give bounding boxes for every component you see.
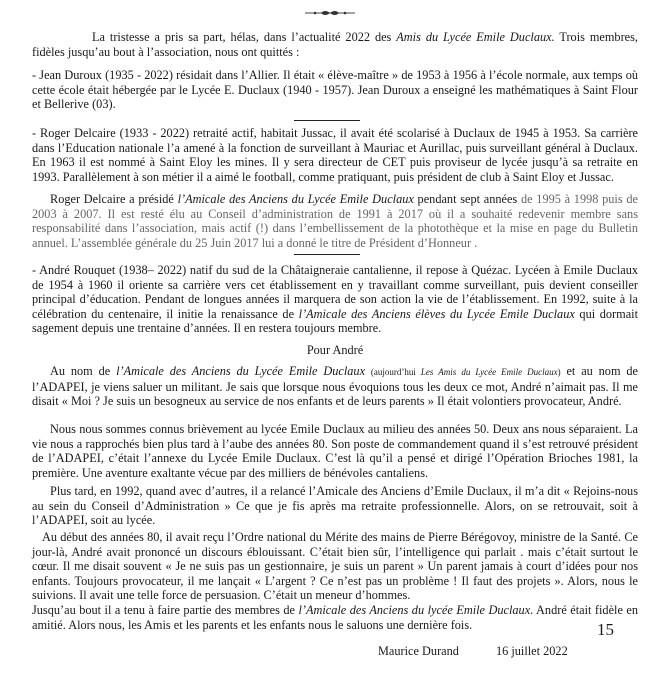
tribute-paragraph-3: Plus tard, en 1992, quand avec d’autres, il a relancé l’Amicale des Anciens d’Emile Duclaux, il m’a dit « Rejoins-nous au sein du Conseil d’Administration » Ce que je fis après ma retraite professionnelle. Alors, on se retrouvait, soit à l’ADAPEI, soit au lycée.	[32, 484, 638, 528]
signature-date: 16 juillet 2022	[496, 644, 568, 658]
tribute-paragraph-4: Au début des années 80, il avait reçu l’Ordre national du Mérite des mains de Pierre Bérégovoy, ministre de la Santé. Ce jour-là, André avait prononcé un discours éblouissant. C’était bien sûr, l’intelligence qui parlait . mais c’était surtout le cœur. Il me disait souvent « Je ne suis pas un gestionnaire, je suis un parent » Un parent jamais à court d’idées pour nos enfants. Toujours provocateur, il me lançait « L’argent ? Ce n’est pas un problème ! Il faut des projets ». Alors, nous le suivions. Il avait une telle force de persuasion. C’était un meneur d’hommes.	[32, 530, 638, 603]
separator-rule	[294, 254, 360, 255]
tribute-paragraph-5: Jusqu’au bout il a tenu à faire partie des membres de l’Amicale des Anciens du lycée Emile Duclaux. André était fidèle en amitié. Alors nous, les Amis et les parents et les enfants nous le saluons une dernière fois.	[32, 603, 639, 632]
rouquet-paragraph: - André Rouquet (1938– 2022) natif du sud de la Châtaigneraie cantalienne, il repose à Quézac. Lycéen à Emile Duclaux de 1954 à 1960 il oriente sa carrière vers cet établissement en y travaillant comme surveillant, puis devient conseiller principal d’éducation. Pendant de longues années il marquera de son action la vie de l’établissement. En 1992, suite à la célébration du centenaire, il initie la renaissance de l’Amicale des Anciens élèves du Lycée Emile Duclaux qui dormait sagement depuis une trentaine d’années. Il en restera toujours membre.	[32, 263, 638, 336]
tribute-heading: Pour André	[306, 343, 364, 357]
delcaire-paragraph: - Roger Delcaire (1933 - 2022) retraité actif, habitait Jussac, il avait été scolarisé à Duclaux de 1945 à 1953. Sa carrière dans l’Education nationale l’a amené à la fonction de surveillant à Mauriac et Aurillac, puis surveillant général à Duclaux. En 1963 il est nommé à Saint Eloy les mines. Il y sera directeur de CET puis proviseur de lycée jusqu’à sa retraite en 1993. Parallèlement à son métier il a aimé le football, comme pratiquant, puis président de club à Saint Eloy et Jussac.	[32, 126, 638, 184]
intro-paragraph: La tristesse a pris sa part, hélas, dans l’actualité 2022 des Amis du Lycée Emile Duclaux. Trois membres, fidèles jusqu’au bout à l’association, nous ont quittés :	[32, 30, 638, 59]
tribute-paragraph-1: Au nom de l’Amicale des Anciens du Lycée Emile Duclaux (aujourd’hui Les Amis du Lycée Emile Duclaux) et au nom de l’ADAPEI, je viens saluer un militant. Je sais que lorsque nous évoquions tous les deux ce mot, André n’aimait pas. Il me disait « Moi ? Je suis un besogneux au service de nos enfants et de leurs parents » Il était volontiers provocateur, André.	[32, 364, 638, 409]
tribute-paragraph-2: Nous nous sommes connus brièvement au lycée Emile Duclaux au milieu des années 50. Deux ans nous séparaient. La vie nous a rapprochés bien plus tard à l’aube des années 80. Son poste de commandement quand il s’est retrouvé président de l’ADAPEI, c’était l’annexe du Lycée Emile Duclaux. C’est là qu’il a pensé et dirigé l’Opération Brioches 1981, la première. Une aventure exaltante vécue par des milliers de bénévoles cantaliens.	[32, 422, 638, 480]
separator-rule	[294, 120, 360, 121]
signature-author: Maurice Durand	[378, 644, 459, 658]
delcaire-presidency-paragraph: Roger Delcaire a présidé l’Amicale des Anciens du Lycée Emile Duclaux pendant sept années de 1995 à 1998 puis de 2003 à 2007. Il est resté élu au Conseil d’administration de 1991 à 2017 où il a souhaité redevenir membre sans responsabilité dans l’association, mais actif (!) dans l’embellissement de la photothèque et la mise en page du Bulletin annuel. L’assemblée générale du 25 Juin 2017 lui a donné le titre de Président d’Honneur .	[32, 192, 638, 250]
duroux-paragraph: - Jean Duroux (1935 - 2022) résidait dans l’Allier. Il était « élève-maître » de 1953 à 1956 à l’école normale, aux temps où cette école était hébergée par le Lycée E. Duclaux (1940 - 1957). Jean Duroux a enseigné les mathématiques à Saint Flour et Bellerive (03).	[32, 68, 638, 112]
page-number: 15	[597, 620, 614, 639]
ornament-divider	[305, 9, 355, 17]
